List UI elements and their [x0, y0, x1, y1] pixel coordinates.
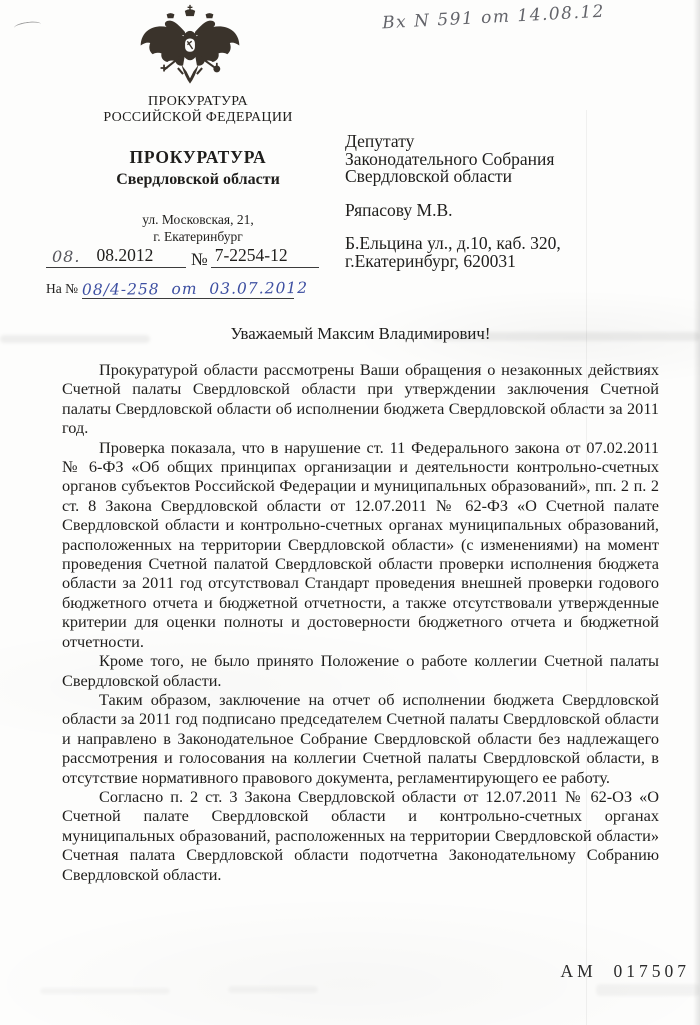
- body-paragraph-4: Таким образом, заключение на отчет об исполнении бюджета Свердловской области за 2011 год подписано председателем Счетной палаты Свердловской области и направлено в Законодательное Собрание Свердловской области без надлежащего рассмотрения и голосования на коллегии Счетной палаты Свердловской области, в отсутствие нормативного правового документа, регламентирующего ее работу.: [62, 689, 659, 787]
- reply-label: На №: [46, 281, 78, 296]
- handwritten-reply-number: 08/4-258 от 03.07.2012: [81, 278, 309, 299]
- recipient-name: Ряпасову М.В.: [345, 199, 453, 220]
- recipient-block: [345, 133, 561, 270]
- form-serial-number: АМ 017507: [560, 961, 690, 981]
- body-paragraph-5: Согласно п. 2 ст. 3 Закона Свердловской области от 12.07.2011 № 62-ОЗ «О Счетной палате Свердловской области и контрольно-счетных органах муниципальных образований, расположенных на территории Свердловской области» Счетная палата Свердловской области подотчетна Законодательному Собранию Свердловской области.: [62, 786, 659, 884]
- handwritten-incoming-number: Вх N 591 от 14.08.12: [381, 1, 606, 34]
- date-number-row: [46, 245, 319, 268]
- scan-edge-shadow: [693, 0, 700, 1025]
- recipient-address-line2: г.Екатеринбург, 620031: [345, 250, 516, 271]
- letterhead: [38, 94, 358, 245]
- body-paragraph-1: Прокуратурой области рассмотрены Ваши обращения о незаконных действиях Счетной палаты Свердловской области при утверждении заключения Счетной палаты Свердловской области об исполнении бюджета Свердловской области за 2011 год.: [62, 360, 659, 438]
- reply-field: [81, 278, 309, 299]
- scan-streak: [228, 986, 318, 993]
- parent-org-line2: РОССИЙСКОЙ ФЕДЕРАЦИИ: [103, 110, 293, 125]
- recipient-address-line1: Б.Ельцина ул., д.10, каб. 320,: [345, 233, 561, 253]
- russian-coat-of-arms-icon: [138, 4, 242, 94]
- recipient-org-line2: Свердловской области: [345, 166, 513, 186]
- handwritten-day: 08.: [52, 247, 81, 266]
- body-paragraph-3: Кроме того, не было принято Положение о работе коллегии Счетной палаты Свердловской области.: [62, 651, 659, 690]
- salutation: Уважаемый Максим Владимирович!: [230, 324, 491, 343]
- parent-org-line1: ПРОКУРАТУРА: [148, 94, 248, 109]
- date-field: [46, 245, 186, 268]
- org-address-city: г. Екатеринбург: [153, 228, 243, 244]
- letter-body: [62, 360, 659, 884]
- recipient-org-line1: Законодательного Собрания: [345, 148, 555, 169]
- scan-streak: [596, 984, 700, 996]
- body-paragraph-2: Проверка показала, что в нарушение ст. 11 Федерального закона от 07.02.2011 № 6-ФЗ «Об общих принципах организации и деятельности контрольно-счетных органов субъектов Российской Федерации и муниципальных образований», пп. 2 п. 2 ст. 8 Закона Свердловской области от 12.07.2011 № 62-ФЗ «О Счетной палате Свердловской области и контрольно-счетных органах муниципальных образований, расположенных на территории Свердловской области» (с изменениями) на момент проведения Счетной палатой Свердловской области проверки исполнения бюджета области за 2011 год отсутствовал Стандарт проведения внешней проверки годового бюджетного отчета и бюджетной отчетности, а также отсутствовали утвержденные критерии для оценки полноты и достоверности бюджетного отчета и бюджетной отчетности.: [62, 437, 659, 651]
- recipient-title: Депутату: [345, 131, 415, 151]
- org-name: ПРОКУРАТУРА: [129, 147, 267, 167]
- org-region: Свердловской области: [116, 171, 280, 188]
- pen-scribble-artifact: [14, 20, 42, 32]
- number-sign: №: [191, 249, 208, 269]
- outgoing-number: 7-2254-12: [211, 245, 319, 268]
- printed-date: 08.2012: [96, 245, 154, 265]
- org-address-street: ул. Московская, 21,: [142, 212, 254, 227]
- reply-reference-row: [46, 278, 309, 299]
- scan-streak: [40, 988, 170, 994]
